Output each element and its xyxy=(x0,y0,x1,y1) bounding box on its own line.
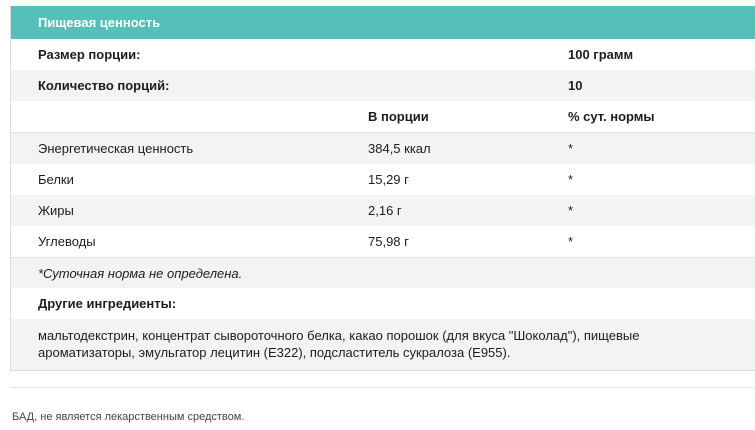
serving-size-label: Размер порции: xyxy=(38,47,141,62)
daily-value-footnote: *Суточная норма не определена. xyxy=(38,265,243,281)
divider xyxy=(10,387,754,388)
serving-size-value: 100 грамм xyxy=(568,47,634,62)
other-ingredients-text: мальтодекстрин, концентрат сывороточного белка, какао порошок (для вкуса "Шоколад"), пищевые ароматизаторы, эмульгатор лецитин (E322), подсластитель сукралоза (E955). xyxy=(11,319,755,370)
nutrient-row-carbs xyxy=(11,226,755,257)
nutrient-row-protein xyxy=(11,164,755,195)
nutrient-name: Углеводы xyxy=(38,234,96,249)
servings-count-value: 10 xyxy=(568,78,583,93)
nutrient-daily-value: * xyxy=(568,203,574,218)
serving-size-row xyxy=(11,39,755,70)
nutrient-amount: 75,98 г xyxy=(368,234,409,249)
nutrient-name: Белки xyxy=(38,172,74,187)
nutrient-daily-value: * xyxy=(568,234,574,249)
footnote-row xyxy=(11,257,755,288)
column-header-per-serving: В порции xyxy=(368,109,429,124)
servings-count-label: Количество порций: xyxy=(38,78,170,93)
nutrient-daily-value: * xyxy=(568,172,574,187)
nutrient-amount: 2,16 г xyxy=(368,203,402,218)
servings-count-row xyxy=(11,70,755,101)
nutrient-amount: 15,29 г xyxy=(368,172,409,187)
other-ingredients-label: Другие ингредиенты: xyxy=(38,296,177,311)
other-ingredients-row xyxy=(11,288,755,319)
disclaimer: БАД, не является лекарственным средством. xyxy=(12,411,245,423)
nutrient-daily-value: * xyxy=(568,141,574,156)
nutrient-row-fat xyxy=(11,195,755,226)
table-title: Пищевая ценность xyxy=(11,6,755,39)
column-header-row xyxy=(11,101,755,132)
nutrient-name: Жиры xyxy=(38,203,74,218)
nutrient-row-energy xyxy=(11,132,755,164)
column-header-daily-value: % сут. нормы xyxy=(568,109,655,124)
nutrition-facts-table xyxy=(10,6,755,371)
nutrient-amount: 384,5 ккал xyxy=(368,141,431,156)
nutrient-name: Энергетическая ценность xyxy=(38,141,194,156)
